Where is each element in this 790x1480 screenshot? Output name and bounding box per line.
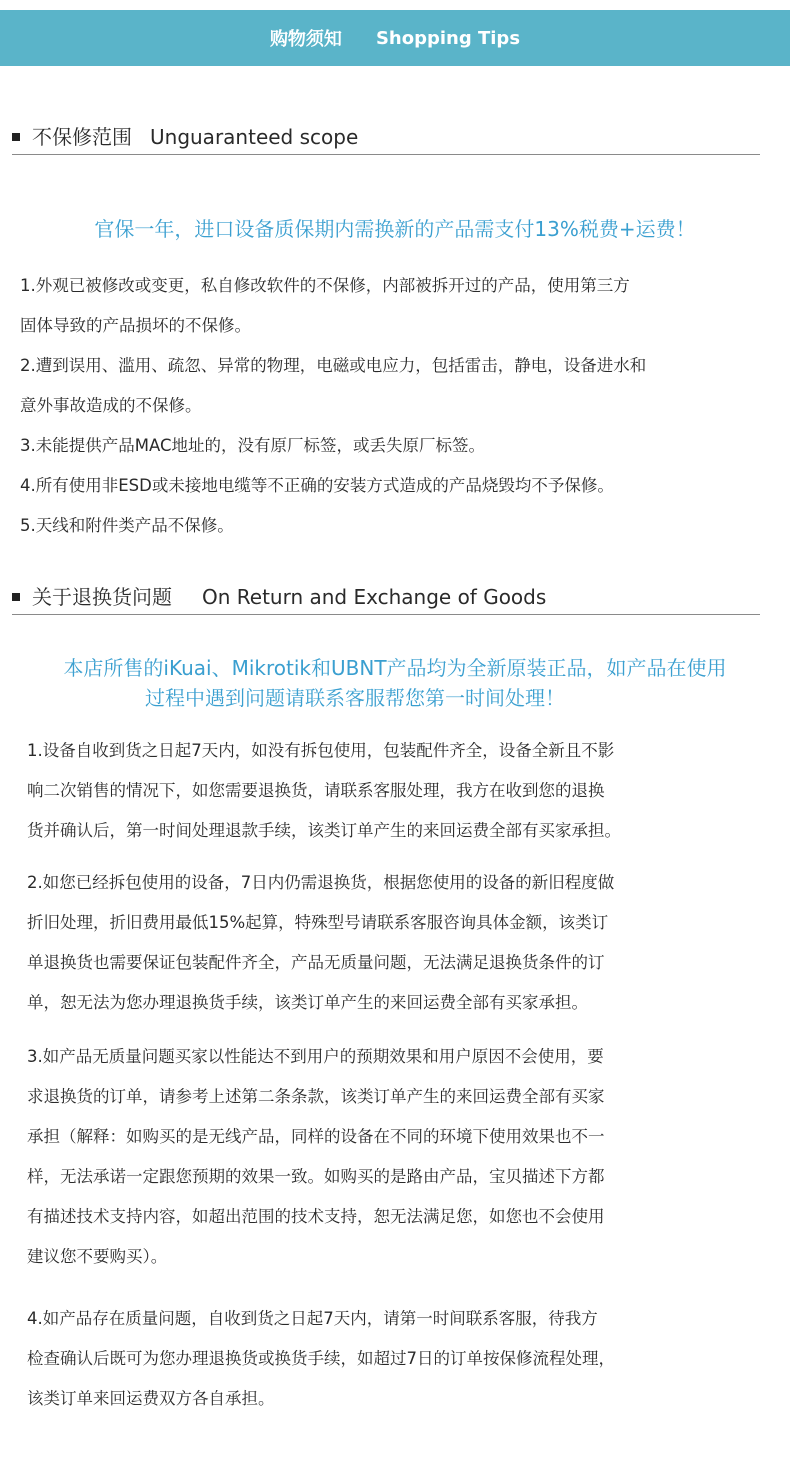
warranty-line: 固体导致的产品损坏的不保修。 (20, 316, 251, 335)
returns-line: 3.如产品无质量问题买家以性能达不到用户的预期效果和用户原因不会使用，要 (27, 1047, 604, 1066)
section-heading-returns (12, 580, 760, 615)
square-bullet-icon (12, 133, 20, 141)
section-title-en: Unguaranteed scope (150, 125, 359, 149)
warranty-line: 1.外观已被修改或变更，私自修改软件的不保修，内部被拆开过的产品，使用第三方 (20, 276, 630, 295)
warranty-highlight: 官保一年，进口设备质保期内需换新的产品需支付13%税费+运费！ (94, 217, 696, 241)
returns-highlight-line: 本店所售的iKuai、Mikrotik和UBNT产品均为全新原装正品，如产品在使用 (63, 656, 727, 680)
returns-line: 承担（解释：如购买的是无线产品，同样的设备在不同的环境下使用效果也不一 (27, 1127, 605, 1146)
warranty-line: 4.所有使用非ESD或未接地电缆等不正确的安装方式造成的产品烧毁均不予保修。 (20, 476, 614, 495)
returns-line: 折旧处理，折旧费用最低15%起算，特殊型号请联系客服咨询具体金额，该类订 (27, 913, 609, 932)
returns-line: 单退换货也需要保证包装配件齐全，产品无质量问题，无法满足退换货条件的订 (27, 953, 605, 972)
section-heading-unguaranteed (12, 120, 760, 155)
returns-line: 样，无法承诺一定跟您预期的效果一致。如购买的是路由产品，宝贝描述下方都 (27, 1167, 605, 1186)
returns-line: 建议您不要购买）。 (27, 1247, 168, 1266)
section-title-zh: 不保修范围 (32, 125, 132, 149)
shopping-tips-banner (0, 10, 790, 66)
returns-line: 单，恕无法为您办理退换货手续，该类订单产生的来回运费全部有买家承担。 (27, 993, 588, 1012)
banner-title-en: Shopping Tips (375, 27, 521, 49)
returns-line: 货并确认后，第一时间处理退款手续，该类订单产生的来回运费全部有买家承担。 (27, 821, 621, 840)
warranty-line: 5.天线和附件类产品不保修。 (20, 516, 234, 535)
warranty-line: 2.遭到误用、滥用、疏忽、异常的物理，电磁或电应力，包括雷击，静电，设备进水和 (20, 356, 647, 375)
warranty-line: 3.未能提供产品MAC地址的，没有原厂标签，或丢失原厂标签。 (20, 436, 485, 455)
section-title-en: On Return and Exchange of Goods (202, 585, 547, 609)
returns-line: 该类订单来回运费双方各自承担。 (27, 1389, 275, 1408)
returns-line: 2.如您已经拆包使用的设备，7日内仍需退换货，根据您使用的设备的新旧程度做 (27, 873, 615, 892)
returns-highlight-line: 过程中遇到问题请联系客服帮您第一时间处理！ (145, 686, 565, 710)
returns-line: 有描述技术支持内容，如超出范围的技术支持，恕无法满足您，如您也不会使用 (27, 1207, 605, 1226)
returns-line: 1.设备自收到货之日起7天内，如没有拆包使用，包装配件齐全，设备全新且不影 (27, 741, 615, 760)
returns-line: 求退换货的订单，请参考上述第二条条款，该类订单产生的来回运费全部有买家 (27, 1087, 605, 1106)
section-title-zh: 关于退换货问题 (32, 585, 172, 609)
square-bullet-icon (12, 593, 20, 601)
returns-line: 检查确认后既可为您办理退换货或换货手续，如超过7日的订单按保修流程处理， (27, 1349, 615, 1368)
warranty-line: 意外事故造成的不保修。 (20, 396, 202, 415)
returns-line: 4.如产品存在质量问题，自收到货之日起7天内，请第一时间联系客服，待我方 (27, 1309, 598, 1328)
banner-title-zh: 购物须知 (269, 29, 342, 50)
returns-line: 响二次销售的情况下，如您需要退换货，请联系客服处理，我方在收到您的退换 (27, 781, 605, 800)
